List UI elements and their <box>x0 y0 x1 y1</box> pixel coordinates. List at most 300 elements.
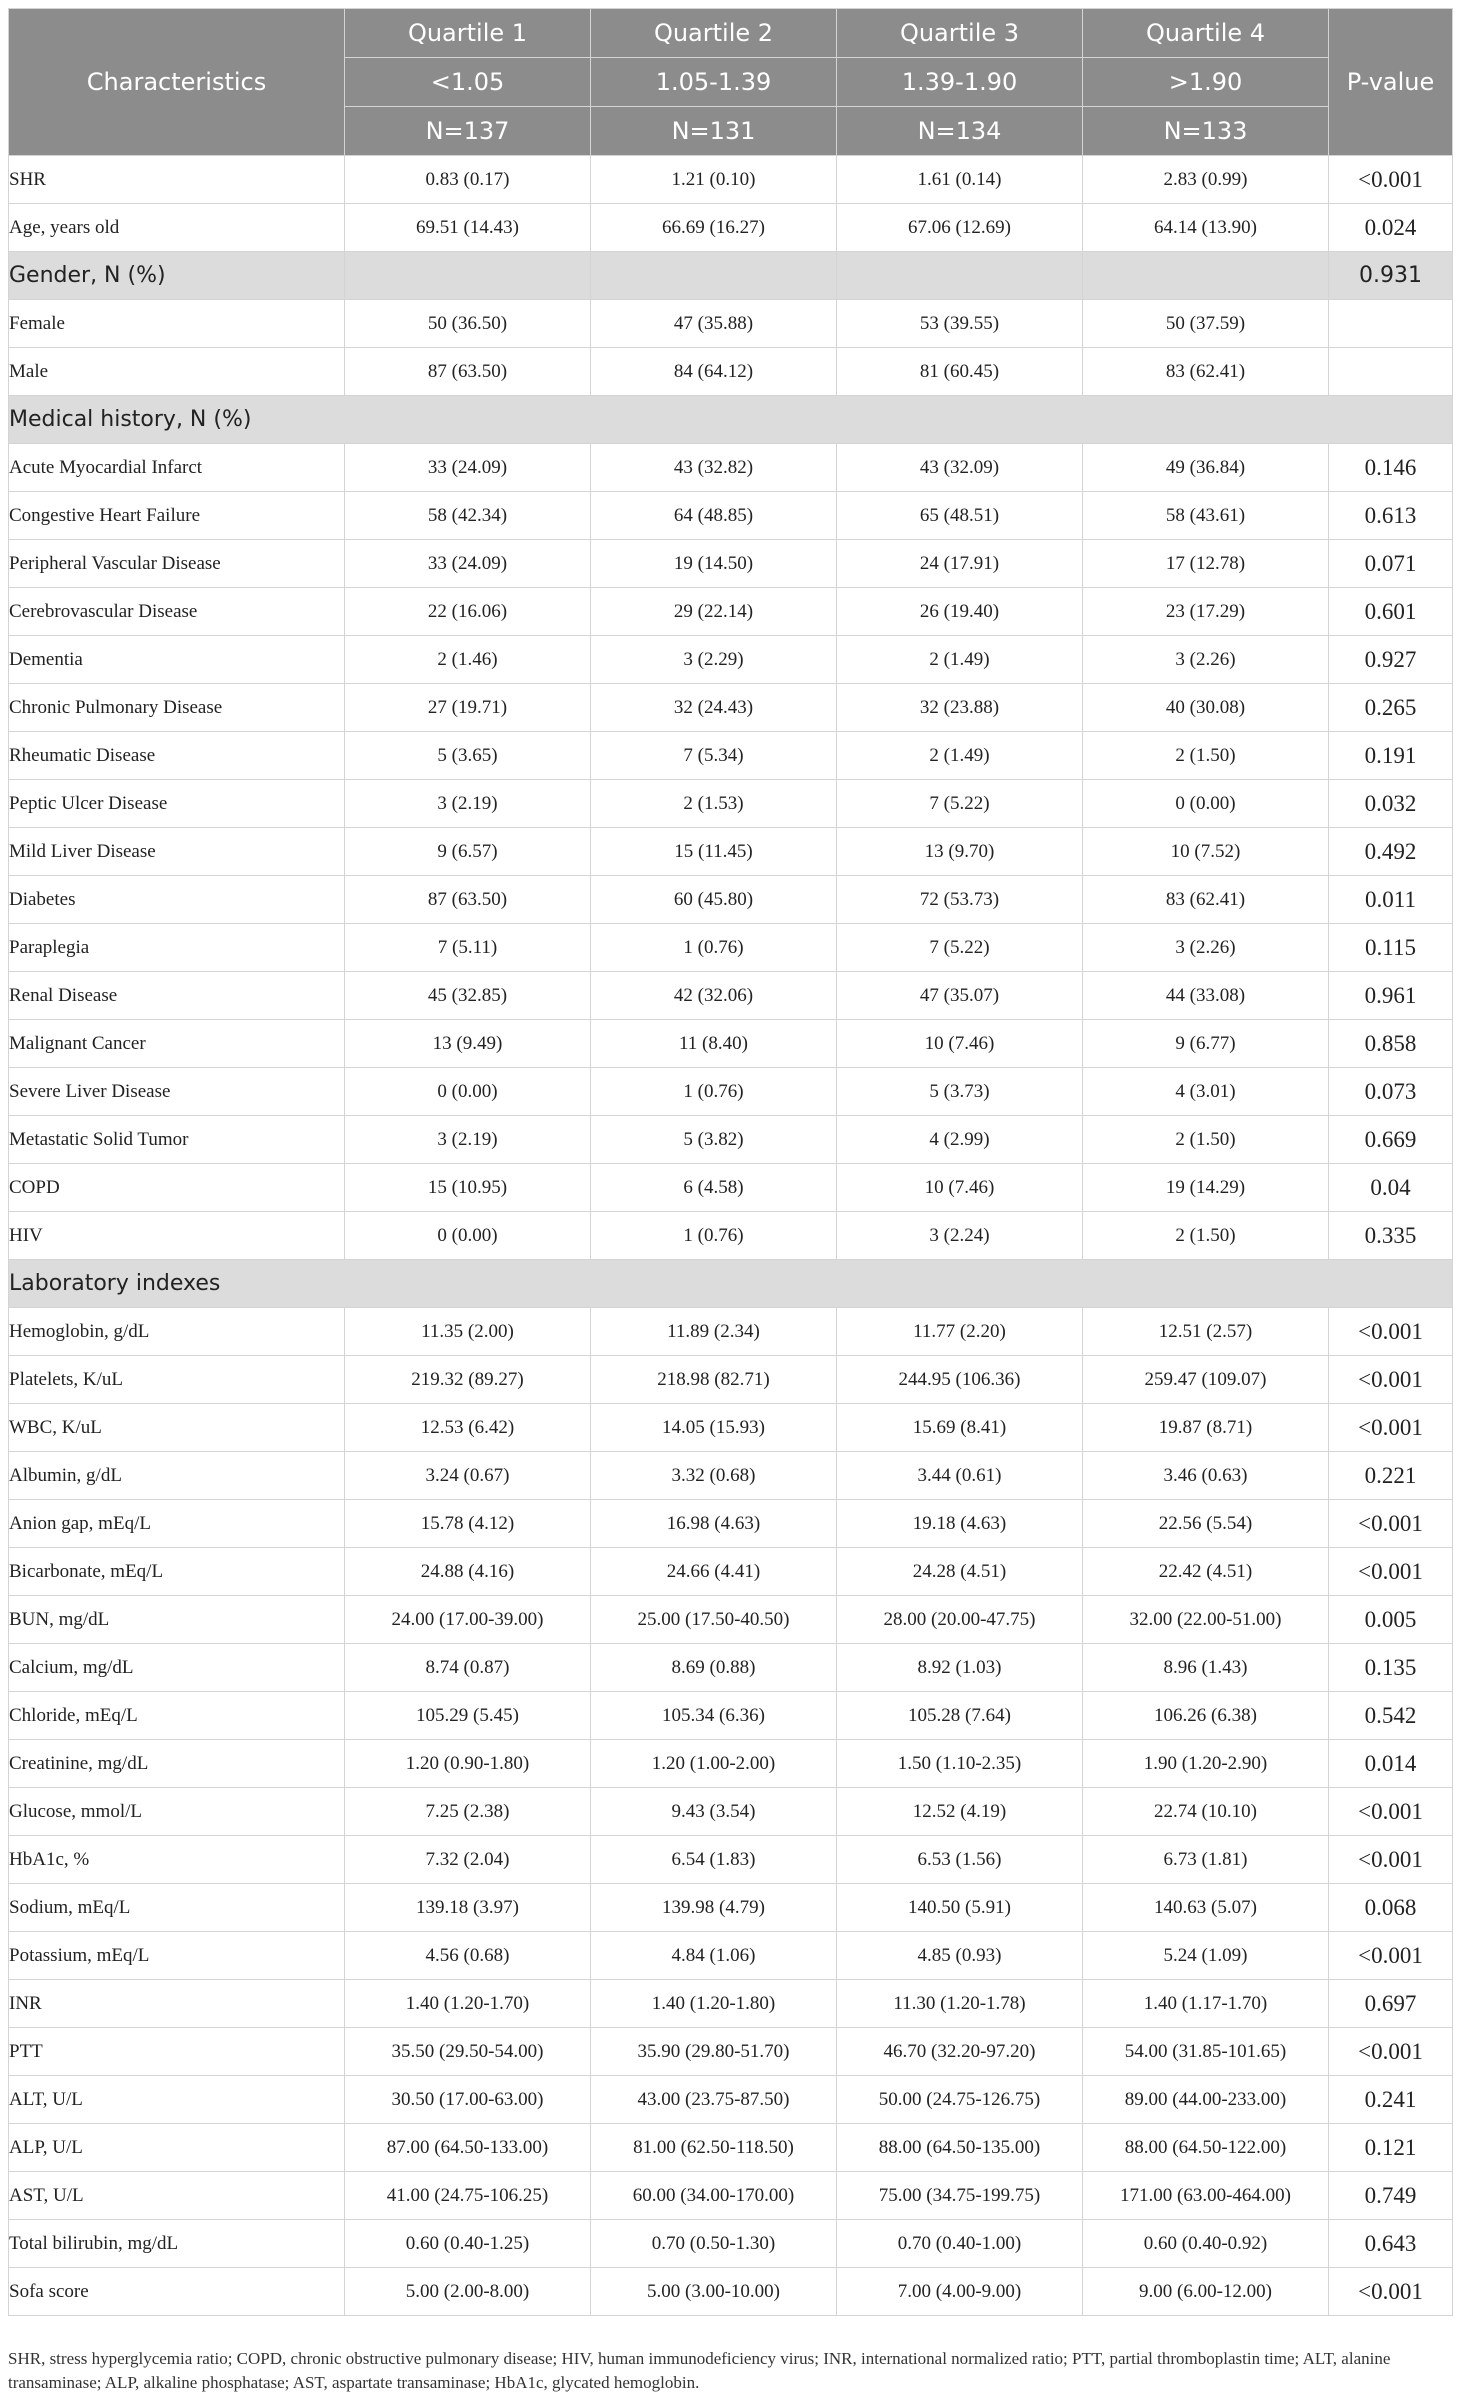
row-label: Mild Liver Disease <box>9 828 345 876</box>
cell-quartile-3: 88.00 (64.50-135.00) <box>837 2124 1083 2172</box>
cell-quartile-3: 81 (60.45) <box>837 348 1083 396</box>
row-label: Female <box>9 300 345 348</box>
cell-quartile-1: 15.78 (4.12) <box>345 1500 591 1548</box>
cell-pvalue: 0.221 <box>1329 1452 1453 1500</box>
cell-pvalue: 0.146 <box>1329 444 1453 492</box>
cell-quartile-2: 81.00 (62.50-118.50) <box>591 2124 837 2172</box>
cell-quartile-3: 11.77 (2.20) <box>837 1308 1083 1356</box>
row-label: Hemoglobin, g/dL <box>9 1308 345 1356</box>
cell-pvalue: <0.001 <box>1329 1404 1453 1452</box>
cell-quartile-2: 43 (32.82) <box>591 444 837 492</box>
cell-quartile-4: 83 (62.41) <box>1083 348 1329 396</box>
row-label: Paraplegia <box>9 924 345 972</box>
cell-quartile-1: 3 (2.19) <box>345 780 591 828</box>
row-label: Glucose, mmol/L <box>9 1788 345 1836</box>
cell-quartile-1 <box>345 252 591 300</box>
cell-quartile-2: 11 (8.40) <box>591 1020 837 1068</box>
cell-quartile-3: 7.00 (4.00-9.00) <box>837 2268 1083 2316</box>
table-footnote: SHR, stress hyperglycemia ratio; COPD, chronic obstructive pulmonary disease; HIV, human immunodeficiency virus; INR, international normalized ratio; PTT, partial thromboplastin time; ALT, alanine transaminase; ALP, alkaline phosphatase; AST, aspartate transaminase; HbA1c, glycated hemoglobin. <box>8 2349 1391 2392</box>
cell-quartile-2: 24.66 (4.41) <box>591 1548 837 1596</box>
cell-pvalue: <0.001 <box>1329 2268 1453 2316</box>
cell-quartile-1: 58 (42.34) <box>345 492 591 540</box>
cell-pvalue: <0.001 <box>1329 156 1453 204</box>
cell-quartile-1: 45 (32.85) <box>345 972 591 1020</box>
cell-pvalue: <0.001 <box>1329 1836 1453 1884</box>
row-label: INR <box>9 1980 345 2028</box>
cell-quartile-1: 24.00 (17.00-39.00) <box>345 1596 591 1644</box>
row-label: WBC, K/uL <box>9 1404 345 1452</box>
cell-quartile-2: 7 (5.34) <box>591 732 837 780</box>
table-row <box>9 1548 1453 1596</box>
cell-quartile-2: 1.40 (1.20-1.80) <box>591 1980 837 2028</box>
row-label: Total bilirubin, mg/dL <box>9 2220 345 2268</box>
cell-quartile-2: 5 (3.82) <box>591 1116 837 1164</box>
cell-quartile-4: 40 (30.08) <box>1083 684 1329 732</box>
cell-pvalue: 0.749 <box>1329 2172 1453 2220</box>
header-quartile-n: N=133 <box>1083 107 1329 156</box>
cell-quartile-4: 2 (1.50) <box>1083 1116 1329 1164</box>
table-row <box>9 1788 1453 1836</box>
cell-quartile-1: 22 (16.06) <box>345 588 591 636</box>
cell-quartile-2: 1 (0.76) <box>591 1212 837 1260</box>
cell-quartile-4: 106.26 (6.38) <box>1083 1692 1329 1740</box>
cell-quartile-2: 16.98 (4.63) <box>591 1500 837 1548</box>
cell-quartile-2: 11.89 (2.34) <box>591 1308 837 1356</box>
table-row <box>9 1356 1453 1404</box>
cell-quartile-2: 9.43 (3.54) <box>591 1788 837 1836</box>
row-label: Calcium, mg/dL <box>9 1644 345 1692</box>
cell-quartile-4: 17 (12.78) <box>1083 540 1329 588</box>
cell-quartile-1: 4.56 (0.68) <box>345 1932 591 1980</box>
cell-quartile-2: 29 (22.14) <box>591 588 837 636</box>
header-quartile-n: N=131 <box>591 107 837 156</box>
header-quartile-name: Quartile 3 <box>837 9 1083 58</box>
cell-quartile-4: 9.00 (6.00-12.00) <box>1083 2268 1329 2316</box>
table-row <box>9 1404 1453 1452</box>
cell-quartile-3 <box>837 252 1083 300</box>
header-quartile-range: <1.05 <box>345 58 591 107</box>
table-row <box>9 2172 1453 2220</box>
cell-quartile-3: 0.70 (0.40-1.00) <box>837 2220 1083 2268</box>
cell-pvalue: 0.241 <box>1329 2076 1453 2124</box>
cell-quartile-1: 7 (5.11) <box>345 924 591 972</box>
cell-quartile-4: 89.00 (44.00-233.00) <box>1083 2076 1329 2124</box>
section-row <box>9 1260 1453 1308</box>
table-row <box>9 1164 1453 1212</box>
row-label: Malignant Cancer <box>9 1020 345 1068</box>
cell-pvalue: 0.024 <box>1329 204 1453 252</box>
cell-quartile-2: 32 (24.43) <box>591 684 837 732</box>
header-quartile-name: Quartile 2 <box>591 9 837 58</box>
cell-quartile-1: 3 (2.19) <box>345 1116 591 1164</box>
cell-quartile-4: 0.60 (0.40-0.92) <box>1083 2220 1329 2268</box>
cell-quartile-4: 3.46 (0.63) <box>1083 1452 1329 1500</box>
cell-quartile-4: 23 (17.29) <box>1083 588 1329 636</box>
row-label: HbA1c, % <box>9 1836 345 1884</box>
cell-quartile-1: 13 (9.49) <box>345 1020 591 1068</box>
cell-quartile-4: 1.90 (1.20-2.90) <box>1083 1740 1329 1788</box>
table-row <box>9 444 1453 492</box>
characteristics-table <box>8 8 1453 2316</box>
row-label: Renal Disease <box>9 972 345 1020</box>
cell-quartile-2: 42 (32.06) <box>591 972 837 1020</box>
table-row <box>9 1020 1453 1068</box>
cell-pvalue: 0.011 <box>1329 876 1453 924</box>
table-row <box>9 1500 1453 1548</box>
cell-quartile-1: 5 (3.65) <box>345 732 591 780</box>
cell-quartile-3: 28.00 (20.00-47.75) <box>837 1596 1083 1644</box>
table-row <box>9 972 1453 1020</box>
row-label: Platelets, K/uL <box>9 1356 345 1404</box>
cell-quartile-1: 27 (19.71) <box>345 684 591 732</box>
cell-pvalue: 0.115 <box>1329 924 1453 972</box>
cell-quartile-4: 50 (37.59) <box>1083 300 1329 348</box>
cell-pvalue: 0.931 <box>1329 252 1453 300</box>
cell-quartile-1: 139.18 (3.97) <box>345 1884 591 1932</box>
cell-quartile-1: 105.29 (5.45) <box>345 1692 591 1740</box>
row-label: Age, years old <box>9 204 345 252</box>
table-row <box>9 684 1453 732</box>
cell-pvalue: 0.005 <box>1329 1596 1453 1644</box>
cell-pvalue: 0.073 <box>1329 1068 1453 1116</box>
cell-quartile-1: 50 (36.50) <box>345 300 591 348</box>
cell-quartile-1: 5.00 (2.00-8.00) <box>345 2268 591 2316</box>
row-label: ALP, U/L <box>9 2124 345 2172</box>
cell-quartile-3: 4 (2.99) <box>837 1116 1083 1164</box>
row-label: Acute Myocardial Infarct <box>9 444 345 492</box>
cell-quartile-4: 5.24 (1.09) <box>1083 1932 1329 1980</box>
cell-quartile-3: 10 (7.46) <box>837 1020 1083 1068</box>
cell-pvalue: 0.014 <box>1329 1740 1453 1788</box>
cell-quartile-1: 35.50 (29.50-54.00) <box>345 2028 591 2076</box>
cell-pvalue <box>1329 300 1453 348</box>
cell-quartile-3: 67.06 (12.69) <box>837 204 1083 252</box>
cell-pvalue: 0.542 <box>1329 1692 1453 1740</box>
row-label: Potassium, mEq/L <box>9 1932 345 1980</box>
cell-quartile-1: 0.60 (0.40-1.25) <box>345 2220 591 2268</box>
cell-quartile-1: 0 (0.00) <box>345 1068 591 1116</box>
cell-quartile-3: 140.50 (5.91) <box>837 1884 1083 1932</box>
table-row <box>9 2028 1453 2076</box>
cell-quartile-2: 1.20 (1.00-2.00) <box>591 1740 837 1788</box>
cell-pvalue: <0.001 <box>1329 1500 1453 1548</box>
table-row <box>9 1068 1453 1116</box>
cell-quartile-3: 7 (5.22) <box>837 924 1083 972</box>
cell-quartile-4: 49 (36.84) <box>1083 444 1329 492</box>
row-label: Male <box>9 348 345 396</box>
table-row <box>9 204 1453 252</box>
cell-quartile-2: 105.34 (6.36) <box>591 1692 837 1740</box>
cell-pvalue: 0.927 <box>1329 636 1453 684</box>
cell-quartile-2: 35.90 (29.80-51.70) <box>591 2028 837 2076</box>
cell-quartile-2: 1.21 (0.10) <box>591 156 837 204</box>
cell-quartile-2: 60.00 (34.00-170.00) <box>591 2172 837 2220</box>
cell-quartile-3: 47 (35.07) <box>837 972 1083 1020</box>
row-label: ALT, U/L <box>9 2076 345 2124</box>
table-row <box>9 924 1453 972</box>
table-header <box>9 9 1453 156</box>
cell-quartile-3: 12.52 (4.19) <box>837 1788 1083 1836</box>
cell-pvalue: 0.697 <box>1329 1980 1453 2028</box>
cell-pvalue: <0.001 <box>1329 2028 1453 2076</box>
cell-quartile-3: 10 (7.46) <box>837 1164 1083 1212</box>
cell-quartile-2: 3.32 (0.68) <box>591 1452 837 1500</box>
cell-quartile-1: 8.74 (0.87) <box>345 1644 591 1692</box>
cell-quartile-1: 12.53 (6.42) <box>345 1404 591 1452</box>
table-row <box>9 1740 1453 1788</box>
cell-quartile-4: 58 (43.61) <box>1083 492 1329 540</box>
cell-quartile-2: 14.05 (15.93) <box>591 1404 837 1452</box>
cell-quartile-3: 8.92 (1.03) <box>837 1644 1083 1692</box>
cell-quartile-3: 1.61 (0.14) <box>837 156 1083 204</box>
cell-quartile-4: 2 (1.50) <box>1083 1212 1329 1260</box>
cell-pvalue: 0.335 <box>1329 1212 1453 1260</box>
cell-quartile-4 <box>1083 252 1329 300</box>
cell-quartile-3: 24 (17.91) <box>837 540 1083 588</box>
cell-pvalue: <0.001 <box>1329 1308 1453 1356</box>
header-quartile-range: >1.90 <box>1083 58 1329 107</box>
cell-quartile-4: 3 (2.26) <box>1083 924 1329 972</box>
row-label: COPD <box>9 1164 345 1212</box>
table-row <box>9 1116 1453 1164</box>
cell-quartile-3: 2 (1.49) <box>837 636 1083 684</box>
cell-pvalue: 0.669 <box>1329 1116 1453 1164</box>
table-row <box>9 2076 1453 2124</box>
cell-quartile-1: 3.24 (0.67) <box>345 1452 591 1500</box>
cell-quartile-2: 0.70 (0.50-1.30) <box>591 2220 837 2268</box>
cell-quartile-1: 2 (1.46) <box>345 636 591 684</box>
cell-pvalue: 0.613 <box>1329 492 1453 540</box>
table-row <box>9 1692 1453 1740</box>
cell-quartile-3: 11.30 (1.20-1.78) <box>837 1980 1083 2028</box>
cell-pvalue: 0.135 <box>1329 1644 1453 1692</box>
cell-quartile-3: 50.00 (24.75-126.75) <box>837 2076 1083 2124</box>
table-row <box>9 2124 1453 2172</box>
cell-quartile-1: 1.20 (0.90-1.80) <box>345 1740 591 1788</box>
cell-pvalue: 0.068 <box>1329 1884 1453 1932</box>
cell-quartile-2: 5.00 (3.00-10.00) <box>591 2268 837 2316</box>
table-row <box>9 828 1453 876</box>
cell-pvalue: 0.858 <box>1329 1020 1453 1068</box>
cell-quartile-4: 88.00 (64.50-122.00) <box>1083 2124 1329 2172</box>
cell-pvalue: <0.001 <box>1329 1548 1453 1596</box>
cell-quartile-3: 53 (39.55) <box>837 300 1083 348</box>
cell-quartile-1: 9 (6.57) <box>345 828 591 876</box>
cell-quartile-4: 22.56 (5.54) <box>1083 1500 1329 1548</box>
cell-pvalue: 0.265 <box>1329 684 1453 732</box>
cell-quartile-4: 8.96 (1.43) <box>1083 1644 1329 1692</box>
table-row <box>9 2220 1453 2268</box>
cell-pvalue: 0.492 <box>1329 828 1453 876</box>
cell-quartile-1: 41.00 (24.75-106.25) <box>345 2172 591 2220</box>
cell-quartile-2: 2 (1.53) <box>591 780 837 828</box>
cell-quartile-3: 2 (1.49) <box>837 732 1083 780</box>
row-label: Gender, N (%) <box>9 252 345 300</box>
cell-quartile-3: 4.85 (0.93) <box>837 1932 1083 1980</box>
cell-quartile-1: 0 (0.00) <box>345 1212 591 1260</box>
cell-quartile-2: 47 (35.88) <box>591 300 837 348</box>
row-label: Chronic Pulmonary Disease <box>9 684 345 732</box>
cell-quartile-2 <box>591 252 837 300</box>
header-characteristics: Characteristics <box>9 9 345 156</box>
row-label: AST, U/L <box>9 2172 345 2220</box>
cell-quartile-3: 32 (23.88) <box>837 684 1083 732</box>
cell-quartile-2: 3 (2.29) <box>591 636 837 684</box>
cell-pvalue <box>1329 348 1453 396</box>
cell-quartile-2: 25.00 (17.50-40.50) <box>591 1596 837 1644</box>
table-row <box>9 876 1453 924</box>
cell-quartile-1: 11.35 (2.00) <box>345 1308 591 1356</box>
cell-quartile-4: 6.73 (1.81) <box>1083 1836 1329 1884</box>
cell-quartile-4: 54.00 (31.85-101.65) <box>1083 2028 1329 2076</box>
cell-quartile-3: 26 (19.40) <box>837 588 1083 636</box>
row-label: Sodium, mEq/L <box>9 1884 345 1932</box>
table-row <box>9 732 1453 780</box>
cell-quartile-4: 22.42 (4.51) <box>1083 1548 1329 1596</box>
cell-quartile-2: 1 (0.76) <box>591 1068 837 1116</box>
row-label: Cerebrovascular Disease <box>9 588 345 636</box>
header-quartile-n: N=134 <box>837 107 1083 156</box>
cell-quartile-1: 24.88 (4.16) <box>345 1548 591 1596</box>
cell-quartile-4: 140.63 (5.07) <box>1083 1884 1329 1932</box>
cell-pvalue: 0.04 <box>1329 1164 1453 1212</box>
row-label: Creatinine, mg/dL <box>9 1740 345 1788</box>
cell-quartile-2: 66.69 (16.27) <box>591 204 837 252</box>
cell-quartile-2: 8.69 (0.88) <box>591 1644 837 1692</box>
cell-pvalue: <0.001 <box>1329 1356 1453 1404</box>
cell-quartile-4: 0 (0.00) <box>1083 780 1329 828</box>
cell-quartile-2: 43.00 (23.75-87.50) <box>591 2076 837 2124</box>
cell-quartile-2: 15 (11.45) <box>591 828 837 876</box>
cell-pvalue: <0.001 <box>1329 1932 1453 1980</box>
cell-quartile-3: 7 (5.22) <box>837 780 1083 828</box>
table-row <box>9 780 1453 828</box>
table-row <box>9 1452 1453 1500</box>
cell-quartile-2: 6.54 (1.83) <box>591 1836 837 1884</box>
cell-quartile-2: 19 (14.50) <box>591 540 837 588</box>
table-row <box>9 2268 1453 2316</box>
header-quartile-name: Quartile 1 <box>345 9 591 58</box>
cell-quartile-4: 19.87 (8.71) <box>1083 1404 1329 1452</box>
table-row <box>9 1836 1453 1884</box>
cell-quartile-1: 15 (10.95) <box>345 1164 591 1212</box>
cell-quartile-1: 0.83 (0.17) <box>345 156 591 204</box>
row-label: Anion gap, mEq/L <box>9 1500 345 1548</box>
cell-quartile-4: 1.40 (1.17-1.70) <box>1083 1980 1329 2028</box>
cell-quartile-3: 5 (3.73) <box>837 1068 1083 1116</box>
row-label: Metastatic Solid Tumor <box>9 1116 345 1164</box>
row-label: SHR <box>9 156 345 204</box>
table-row <box>9 1980 1453 2028</box>
cell-quartile-3: 105.28 (7.64) <box>837 1692 1083 1740</box>
cell-quartile-4: 32.00 (22.00-51.00) <box>1083 1596 1329 1644</box>
cell-quartile-3: 75.00 (34.75-199.75) <box>837 2172 1083 2220</box>
section-row <box>9 252 1453 300</box>
cell-quartile-3: 65 (48.51) <box>837 492 1083 540</box>
table-row <box>9 1884 1453 1932</box>
cell-quartile-4: 2.83 (0.99) <box>1083 156 1329 204</box>
cell-quartile-3: 13 (9.70) <box>837 828 1083 876</box>
cell-quartile-1: 7.25 (2.38) <box>345 1788 591 1836</box>
header-quartile-n: N=137 <box>345 107 591 156</box>
header-quartile-range: 1.39-1.90 <box>837 58 1083 107</box>
cell-quartile-3: 6.53 (1.56) <box>837 1836 1083 1884</box>
header-pvalue: P-value <box>1329 9 1453 156</box>
cell-quartile-3: 15.69 (8.41) <box>837 1404 1083 1452</box>
section-row <box>9 396 1453 444</box>
cell-quartile-1: 7.32 (2.04) <box>345 1836 591 1884</box>
cell-quartile-1: 33 (24.09) <box>345 444 591 492</box>
cell-quartile-2: 6 (4.58) <box>591 1164 837 1212</box>
cell-quartile-3: 72 (53.73) <box>837 876 1083 924</box>
table-row <box>9 1596 1453 1644</box>
cell-quartile-2: 139.98 (4.79) <box>591 1884 837 1932</box>
cell-pvalue: 0.121 <box>1329 2124 1453 2172</box>
cell-quartile-2: 1 (0.76) <box>591 924 837 972</box>
table-row <box>9 1212 1453 1260</box>
cell-quartile-4: 259.47 (109.07) <box>1083 1356 1329 1404</box>
cell-quartile-2: 218.98 (82.71) <box>591 1356 837 1404</box>
cell-pvalue: 0.643 <box>1329 2220 1453 2268</box>
cell-quartile-3: 46.70 (32.20-97.20) <box>837 2028 1083 2076</box>
cell-quartile-2: 4.84 (1.06) <box>591 1932 837 1980</box>
cell-quartile-2: 84 (64.12) <box>591 348 837 396</box>
cell-pvalue: 0.961 <box>1329 972 1453 1020</box>
cell-quartile-3: 43 (32.09) <box>837 444 1083 492</box>
cell-quartile-4: 9 (6.77) <box>1083 1020 1329 1068</box>
cell-quartile-4: 10 (7.52) <box>1083 828 1329 876</box>
cell-quartile-4: 2 (1.50) <box>1083 732 1329 780</box>
row-label: PTT <box>9 2028 345 2076</box>
row-label: Dementia <box>9 636 345 684</box>
cell-quartile-1: 30.50 (17.00-63.00) <box>345 2076 591 2124</box>
cell-quartile-1: 87 (63.50) <box>345 876 591 924</box>
table-row <box>9 492 1453 540</box>
table-row <box>9 1308 1453 1356</box>
row-label: Chloride, mEq/L <box>9 1692 345 1740</box>
cell-quartile-4: 171.00 (63.00-464.00) <box>1083 2172 1329 2220</box>
cell-quartile-4: 44 (33.08) <box>1083 972 1329 1020</box>
cell-quartile-4: 3 (2.26) <box>1083 636 1329 684</box>
table-row <box>9 1932 1453 1980</box>
row-label: Medical history, N (%) <box>9 396 1453 444</box>
row-label: Bicarbonate, mEq/L <box>9 1548 345 1596</box>
cell-quartile-2: 60 (45.80) <box>591 876 837 924</box>
cell-quartile-3: 3 (2.24) <box>837 1212 1083 1260</box>
cell-quartile-3: 1.50 (1.10-2.35) <box>837 1740 1083 1788</box>
table-row <box>9 156 1453 204</box>
table-row <box>9 348 1453 396</box>
cell-quartile-4: 22.74 (10.10) <box>1083 1788 1329 1836</box>
cell-quartile-1: 219.32 (89.27) <box>345 1356 591 1404</box>
cell-quartile-2: 64 (48.85) <box>591 492 837 540</box>
cell-quartile-1: 69.51 (14.43) <box>345 204 591 252</box>
cell-quartile-3: 3.44 (0.61) <box>837 1452 1083 1500</box>
row-label: HIV <box>9 1212 345 1260</box>
row-label: Peptic Ulcer Disease <box>9 780 345 828</box>
row-label: Albumin, g/dL <box>9 1452 345 1500</box>
row-label: Peripheral Vascular Disease <box>9 540 345 588</box>
cell-pvalue: 0.191 <box>1329 732 1453 780</box>
table-row <box>9 588 1453 636</box>
cell-pvalue: <0.001 <box>1329 1788 1453 1836</box>
cell-quartile-3: 19.18 (4.63) <box>837 1500 1083 1548</box>
cell-quartile-3: 244.95 (106.36) <box>837 1356 1083 1404</box>
header-quartile-name: Quartile 4 <box>1083 9 1329 58</box>
table-body <box>9 156 1453 2316</box>
cell-quartile-1: 1.40 (1.20-1.70) <box>345 1980 591 2028</box>
cell-quartile-4: 4 (3.01) <box>1083 1068 1329 1116</box>
